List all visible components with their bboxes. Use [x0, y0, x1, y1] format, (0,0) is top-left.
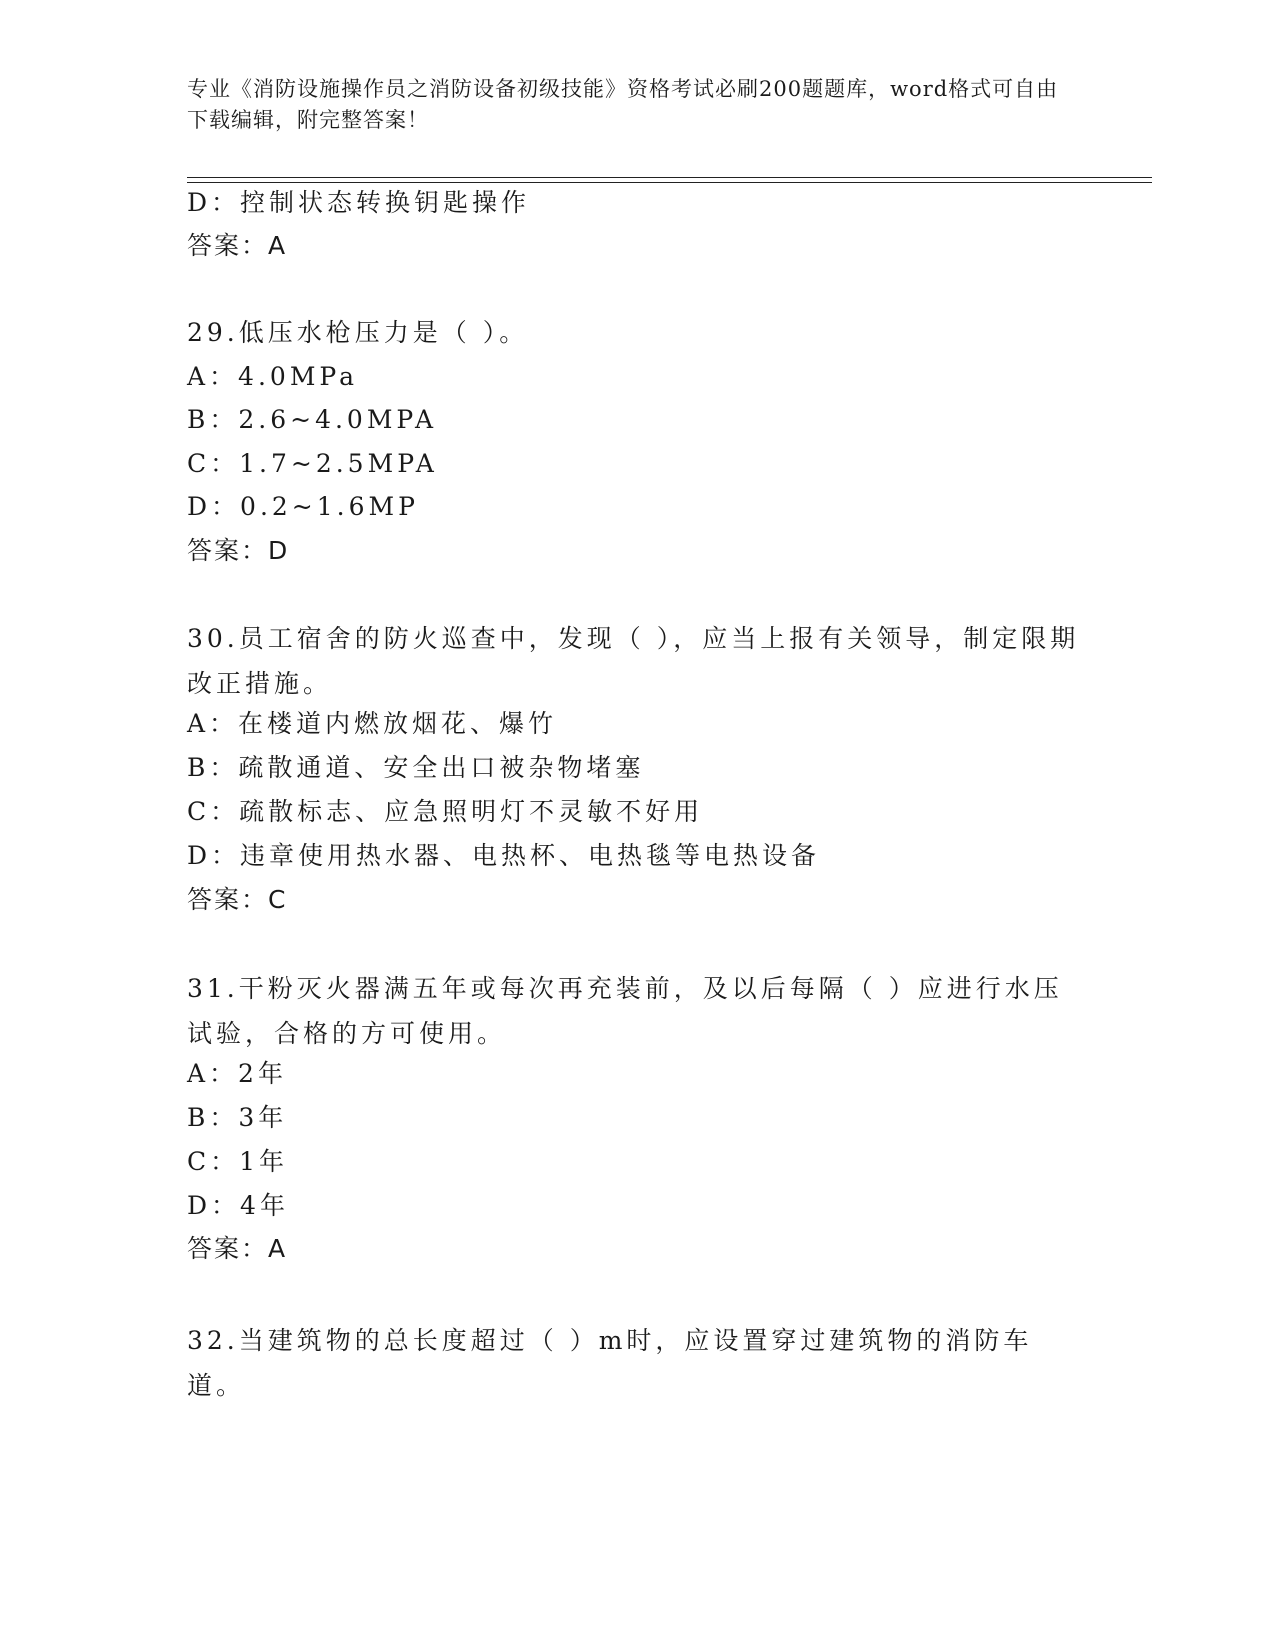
question-29-option-c: C：1.7~2.5MPA [187, 449, 438, 478]
question-30-answer: 答案：C [187, 885, 288, 914]
question-30-option-a: A：在楼道内燃放烟花、爆竹 [187, 709, 558, 738]
question-31-option-d: D：4年 [187, 1191, 289, 1220]
header-divider-top [187, 177, 1152, 178]
question-30-option-d: D：违章使用热水器、电热杯、电热毯等电热设备 [187, 841, 821, 870]
question-31-stem: 31.干粉灭火器满五年或每次再充装前，及以后每隔（ ）应进行水压试验，合格的方可使用。 [187, 974, 1063, 1048]
question-31-answer: 答案：A [187, 1234, 288, 1263]
question-29-option-b: B：2.6~4.0MPA [187, 405, 438, 434]
prev-answer: 答案：A [187, 231, 288, 260]
header-divider-bottom [187, 182, 1152, 183]
question-29-option-a: A：4.0MPa [187, 362, 359, 391]
question-30-option-b: B：疏散通道、安全出口被杂物堵塞 [187, 753, 645, 782]
question-29-stem: 29.低压水枪压力是（ ）。 [187, 318, 529, 347]
question-32-stem: 32.当建筑物的总长度超过（ ）m时，应设置穿过建筑物的消防车道。 [187, 1326, 1033, 1400]
document-header: 专业《消防设施操作员之消防设备初级技能》资格考试必刷200题题库，word格式可自由下载编辑，附完整答案！ [187, 77, 1059, 132]
question-30-stem: 30.员工宿舍的防火巡查中，发现（ ），应当上报有关领导，制定限期改正措施。 [187, 624, 1080, 698]
question-31-option-a: A：2年 [187, 1059, 287, 1088]
question-29-answer: 答案：D [187, 536, 290, 565]
question-31-option-c: C：1年 [187, 1147, 289, 1176]
prev-option-d: D：控制状态转换钥匙操作 [187, 188, 531, 217]
question-30-option-c: C：疏散标志、应急照明灯不灵敏不好用 [187, 797, 704, 826]
question-31-option-b: B：3年 [187, 1103, 288, 1132]
question-29-option-d: D：0.2~1.6MP [187, 492, 419, 521]
